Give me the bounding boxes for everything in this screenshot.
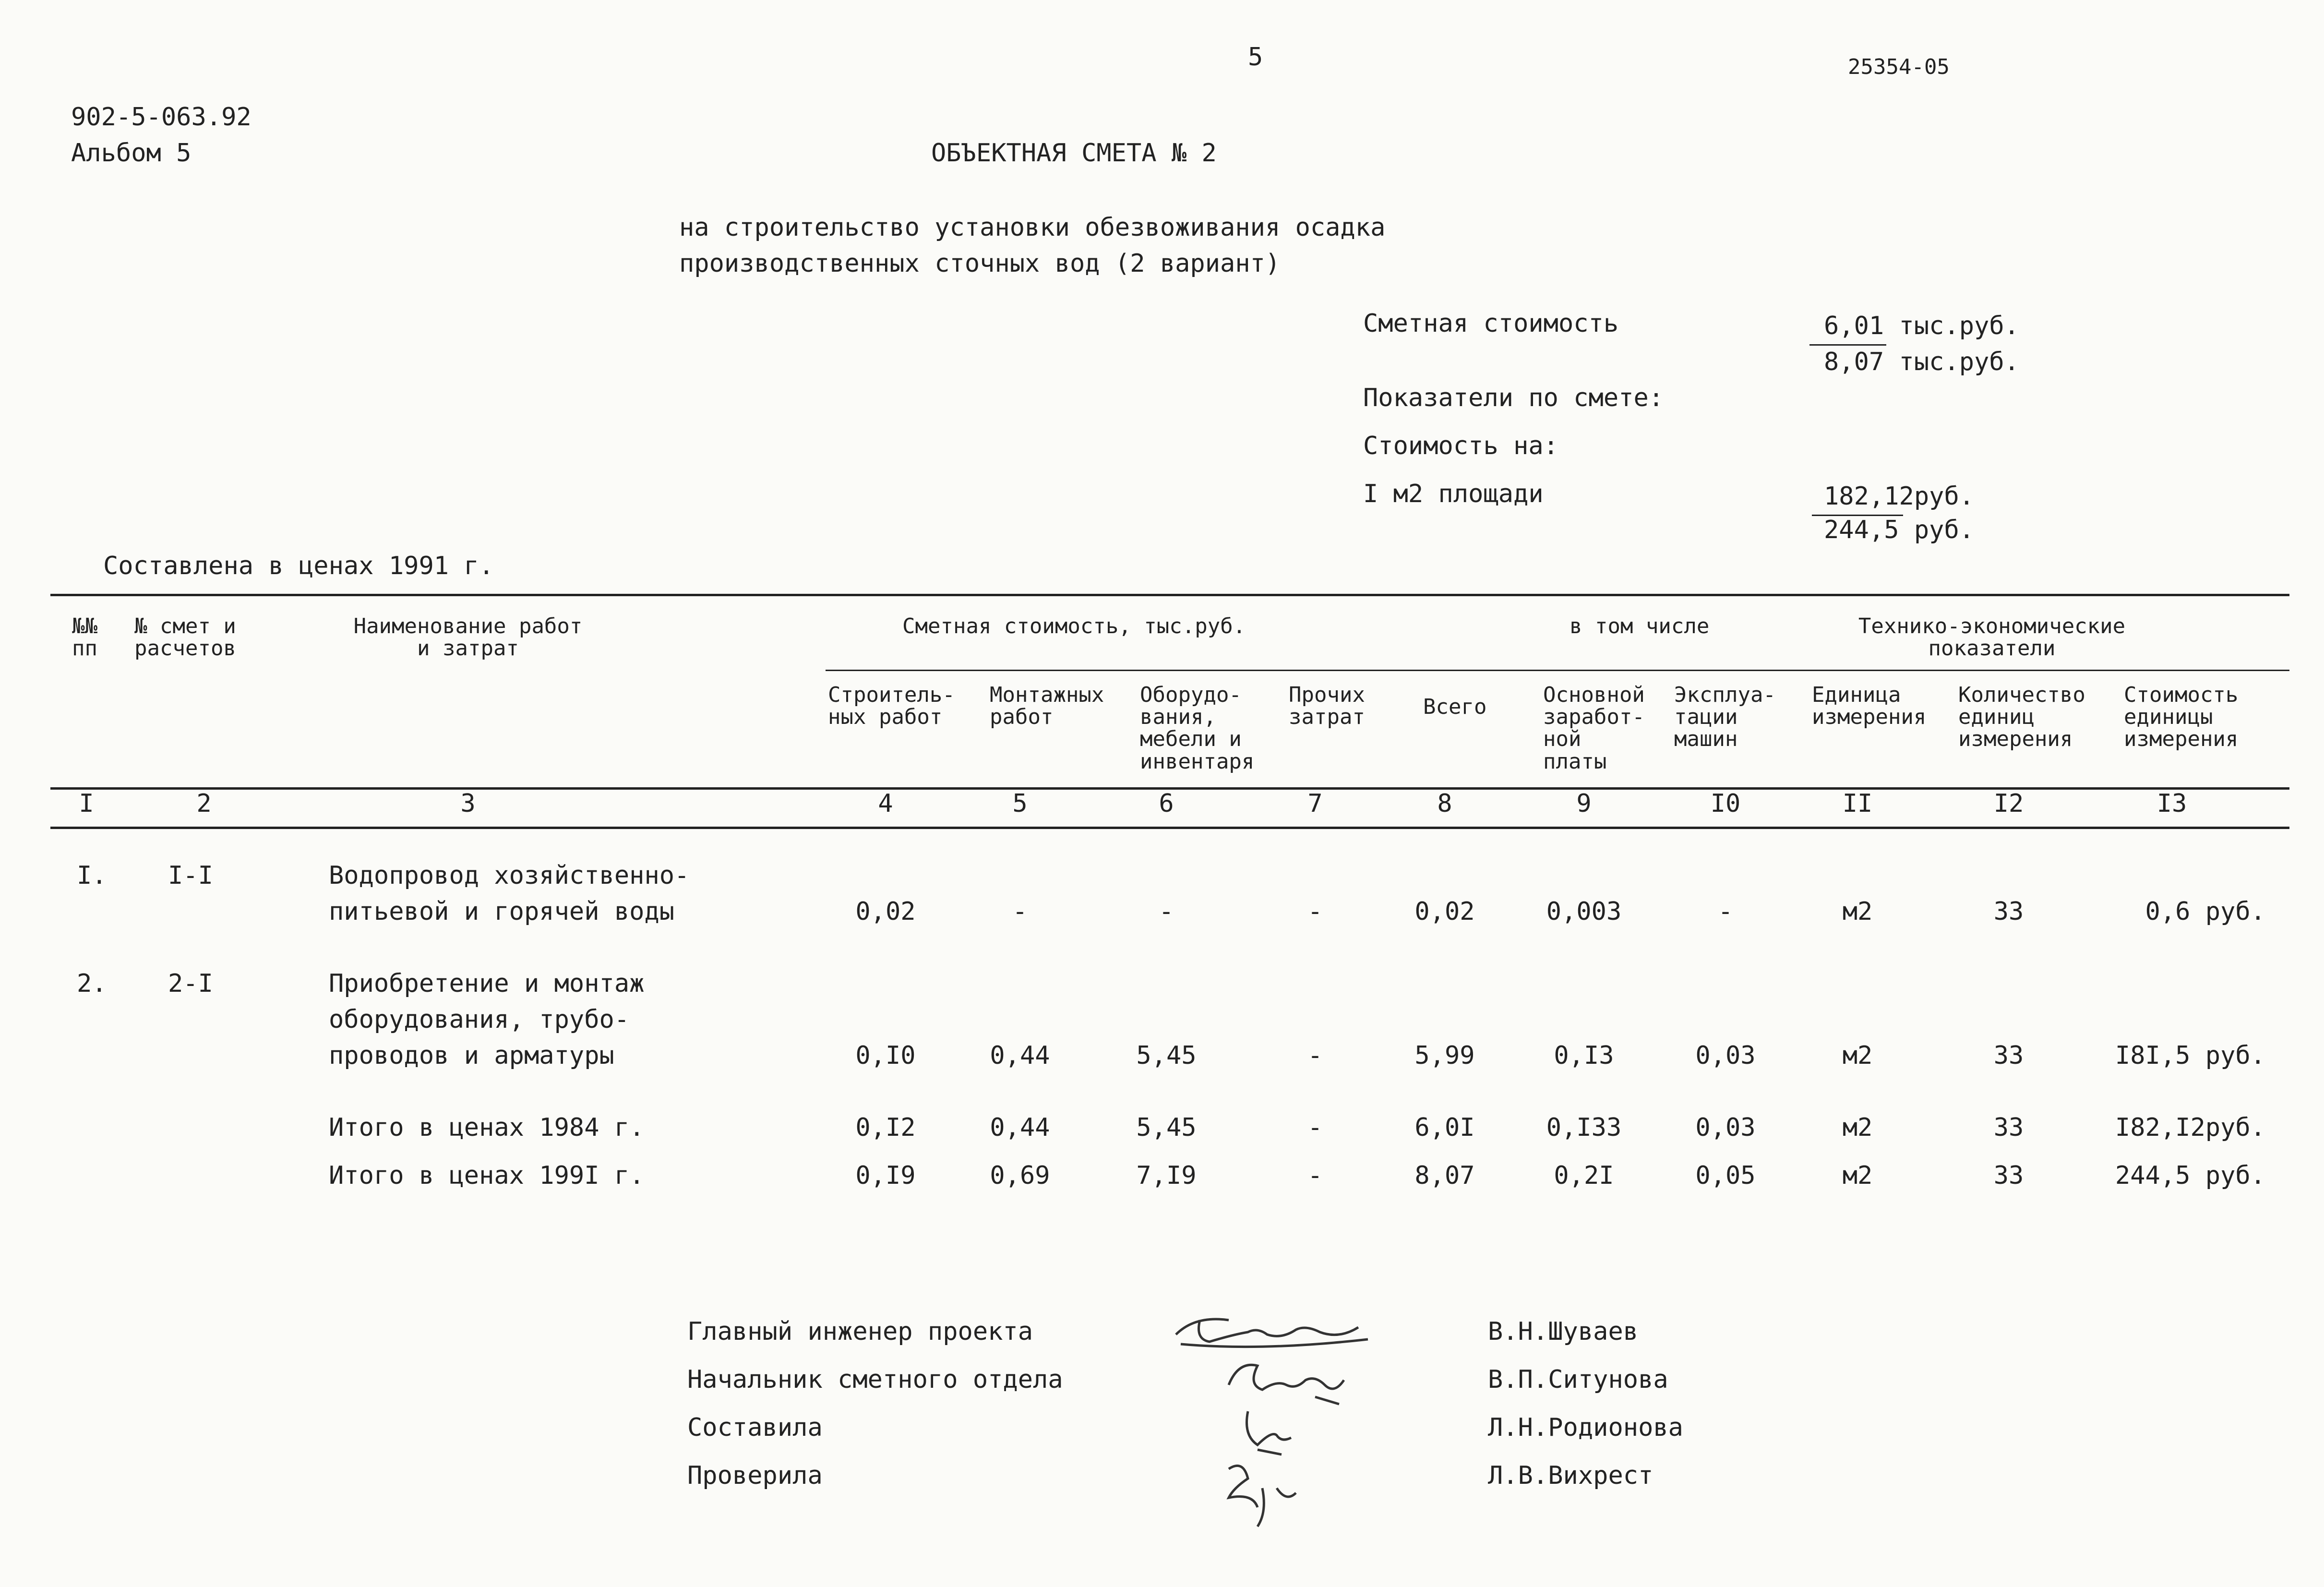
cost-per-label: Стоимость на: — [1363, 432, 1558, 460]
cell-machines: 0,03 — [1695, 1113, 1756, 1142]
cost-label: Сметная стоимость — [1363, 309, 1619, 338]
cell-unit-cost: I82,I2руб. — [2115, 1113, 2265, 1142]
row-number: I. — [77, 861, 107, 890]
subtitle-line-2: производственных сточных вод (2 вариант) — [679, 249, 1281, 278]
cost-value-underline — [1809, 344, 1886, 346]
col-number: 7 — [1307, 789, 1323, 818]
cell-quantity: 33 — [1993, 1041, 2024, 1070]
header-col-9: Основной заработ- ной платы — [1543, 683, 1645, 774]
col-number: II — [1842, 789, 1873, 818]
col-number: 2 — [196, 789, 212, 818]
header-col-13: Стоимость единицы измерения — [2124, 683, 2239, 752]
signature-role: Проверила — [687, 1461, 823, 1490]
cell-salary: 0,I3 — [1554, 1041, 1614, 1070]
signatory-name: В.П.Ситунова — [1488, 1365, 1668, 1394]
cell-construction: 0,I0 — [855, 1041, 916, 1070]
row-number: 2. — [77, 969, 107, 998]
row-reference: I-I — [168, 861, 213, 890]
cell-other: - — [1307, 1161, 1323, 1190]
header-col-8: Всего — [1423, 695, 1487, 719]
cost-value-2: 8,07 тыс.руб. — [1824, 348, 2019, 376]
signatory-name: Л.Н.Родионова — [1488, 1413, 1683, 1442]
cell-other: - — [1307, 1113, 1323, 1142]
cell-unit: м2 — [1842, 1161, 1873, 1190]
cell-total: 8,07 — [1414, 1161, 1475, 1190]
table-top-rule — [50, 594, 2289, 596]
header-col-2: № смет и расчетов — [134, 614, 236, 661]
cell-machines: 0,05 — [1695, 1161, 1756, 1190]
cell-quantity: 33 — [1993, 1161, 2024, 1190]
cost-value-1: 6,01 тыс.руб. — [1824, 312, 2019, 340]
cell-unit-cost: 0,6 руб. — [2145, 897, 2265, 926]
indicators-label: Показатели по смете: — [1363, 384, 1664, 412]
header-col-7: Прочих затрат — [1289, 683, 1365, 730]
cell-equipment: 5,45 — [1136, 1113, 1197, 1142]
area-value-2: 244,5 руб. — [1824, 516, 1975, 544]
header-col-10: Эксплуа- тации машин — [1674, 683, 1776, 752]
compiled-in-note: Составлена в ценах 1991 г. — [103, 552, 494, 580]
cell-installation: 0,44 — [990, 1041, 1050, 1070]
header-col-5: Монтажных работ — [990, 683, 1104, 730]
col-number: 9 — [1576, 789, 1592, 818]
cell-unit: м2 — [1842, 1113, 1873, 1142]
row-name-line: Итого в ценах 199I г. — [329, 1161, 645, 1190]
cell-unit: м2 — [1842, 897, 1873, 926]
album-label: Альбом 5 — [71, 139, 192, 168]
cell-salary: 0,2I — [1554, 1161, 1614, 1190]
row-name-line: оборудования, трубо- — [329, 1005, 630, 1034]
cell-other: - — [1307, 897, 1323, 926]
header-group-included: в том числе — [1569, 614, 1710, 638]
row-name-line: Приобретение и монтаж — [329, 969, 645, 998]
cell-installation: 0,44 — [990, 1113, 1050, 1142]
signature-role: Главный инженер проекта — [687, 1317, 1033, 1346]
cell-construction: 0,I2 — [855, 1113, 916, 1142]
cell-quantity: 33 — [1993, 897, 2024, 926]
cell-machines: 0,03 — [1695, 1041, 1756, 1070]
col-numbers-bottom-rule — [50, 827, 2289, 829]
signature-role: Начальник сметного отдела — [687, 1365, 1063, 1394]
cell-equipment: - — [1159, 897, 1174, 926]
cell-salary: 0,003 — [1546, 897, 1622, 926]
group-subheader-rule — [826, 670, 2289, 671]
signatory-name: В.Н.Шуваев — [1488, 1317, 1639, 1346]
col-number: I2 — [1993, 789, 2024, 818]
cell-unit: м2 — [1842, 1041, 1873, 1070]
signature-role: Составила — [687, 1413, 823, 1442]
cell-construction: 0,02 — [855, 897, 916, 926]
cell-machines: - — [1718, 897, 1733, 926]
area-value-1: 182,12руб. — [1824, 482, 1975, 511]
cell-installation: - — [1012, 897, 1028, 926]
col-number: 8 — [1437, 789, 1452, 818]
cell-construction: 0,I9 — [855, 1161, 916, 1190]
header-group-cost: Сметная стоимость, тыс.руб. — [902, 614, 1246, 638]
header-col-3: Наименование работ и затрат — [353, 614, 583, 661]
row-name-line: проводов и арматуры — [329, 1041, 614, 1070]
cell-equipment: 7,I9 — [1136, 1161, 1197, 1190]
cell-total: 5,99 — [1414, 1041, 1475, 1070]
header-col-12: Количество единиц измерения — [1958, 683, 2085, 752]
cell-equipment: 5,45 — [1136, 1041, 1197, 1070]
area-label: I м2 площади — [1363, 480, 1544, 508]
cell-quantity: 33 — [1993, 1113, 2024, 1142]
col-number: 6 — [1159, 789, 1174, 818]
header-col-1: №№ пп — [72, 614, 97, 661]
col-number: I0 — [1710, 789, 1741, 818]
document-number: 25354-05 — [1848, 55, 1950, 79]
col-number: I3 — [2156, 789, 2187, 818]
col-number: 3 — [460, 789, 476, 818]
header-group-technical: Технико-экономические показатели — [1858, 614, 2126, 661]
signature-image — [1214, 1455, 1310, 1538]
row-name-line: питьевой и горячей воды — [329, 897, 675, 926]
col-number: I — [79, 789, 94, 818]
row-name-line: Водопровод хозяйственно- — [329, 861, 690, 890]
row-name-line: Итого в ценах 1984 г. — [329, 1113, 645, 1142]
cell-salary: 0,I33 — [1546, 1113, 1622, 1142]
page-number: 5 — [1248, 43, 1263, 72]
cell-other: - — [1307, 1041, 1323, 1070]
header-col-4: Строитель- ных работ — [828, 683, 955, 730]
col-number: 5 — [1012, 789, 1028, 818]
signatory-name: Л.В.Вихрест — [1488, 1461, 1653, 1490]
cell-total: 6,0I — [1414, 1113, 1475, 1142]
project-code: 902-5-063.92 — [71, 103, 252, 132]
cell-installation: 0,69 — [990, 1161, 1050, 1190]
header-col-11: Единица измерения — [1812, 683, 1927, 730]
row-reference: 2-I — [168, 969, 213, 998]
col-number: 4 — [878, 789, 893, 818]
cell-unit-cost: I8I,5 руб. — [2115, 1041, 2265, 1070]
cell-unit-cost: 244,5 руб. — [2115, 1161, 2265, 1190]
header-col-6: Оборудо- вания, мебели и инвентаря — [1140, 683, 1255, 774]
cell-total: 0,02 — [1414, 897, 1475, 926]
subtitle-line-1: на строительство установки обезвоживания осадка — [679, 213, 1386, 242]
document-title: ОБЪЕКТНАЯ СМЕТА № 2 — [931, 139, 1217, 168]
